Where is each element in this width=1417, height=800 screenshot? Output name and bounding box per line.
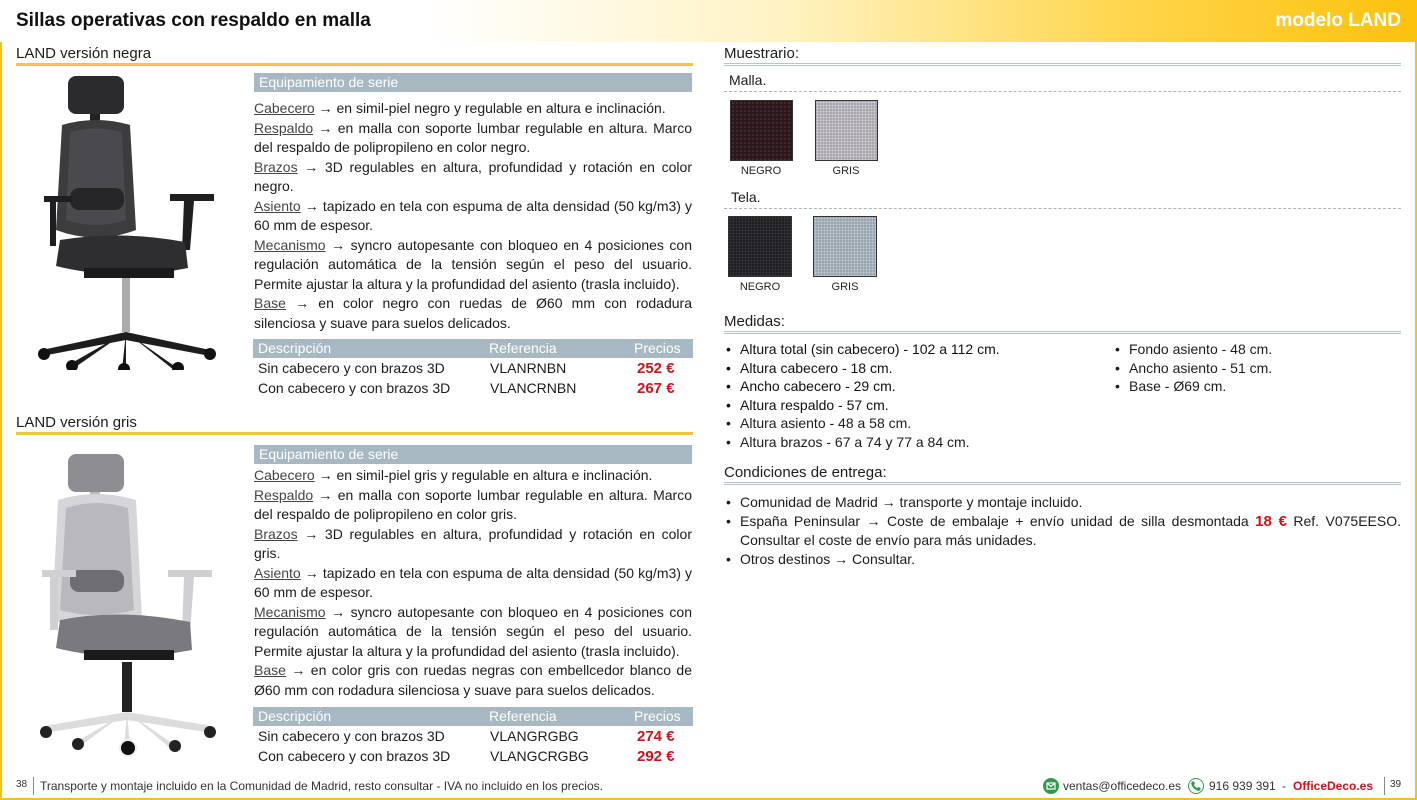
features-black [254,99,692,333]
phone-number[interactable]: 916 939 391 [1209,779,1276,793]
list-item: • Comunidad de Madrid → transporte y montaje incluido. [726,493,1401,512]
footer-divider [33,777,34,795]
model-name: modelo LAND [1275,10,1401,31]
list-item: • Altura cabecero - 18 cm. [726,359,1106,378]
swatch-label: NEGRO [739,281,781,293]
feature-item: Respaldo → en malla con soporte lumbar regulable en altura. Marco del respaldo de polipropileno en color negro. [254,119,692,155]
list-item: • Base - Ø69 cm. [1115,377,1395,396]
equipment-bar: Equipamiento de serie [254,445,692,464]
condiciones-title: Condiciones de entrega: [724,464,887,481]
malla-title: Malla. [729,72,767,88]
list-item: • Fondo asiento - 48 cm. [1115,340,1395,359]
swatch-label: GRIS [832,165,860,177]
features-gray [254,466,692,700]
table-row: Sin cabecero y con brazos 3D VLANGRGBG 274 € [258,728,675,745]
section-divider [724,63,1401,66]
swatch-malla-gris [815,100,878,161]
phone-icon [1188,778,1204,794]
list-item: • Otros destinos → Consultar. [726,550,1401,569]
list-item: • Altura brazos - 67 a 74 y 77 a 84 cm. [726,433,1106,452]
section-divider [16,63,693,66]
table-row: Con cabecero y con brazos 3D VLANCRNBN 267 € [258,380,675,397]
shipping-price: 18 € [1255,513,1287,530]
price-value: 267 € [637,380,675,397]
feature-item: Cabecero → en simil-piel gris y regulable en altura e inclinación. [254,467,653,483]
tela-title: Tela. [731,189,761,205]
feature-item: Brazos → 3D regulables en altura, profundidad y rotación en color gris. [254,525,692,561]
list-item: • Altura total (sin cabecero) - 102 a 112 cm. [726,340,1106,359]
list-item: • España Peninsular → Coste de embalaje + envío unidad de silla desmontada 18 € Ref. V075EESO. Consultar el coste de envío para más unidades. [726,512,1401,550]
list-item: • Altura respaldo - 57 cm. [726,396,1106,415]
list-item: • Ancho asiento - 51 cm. [1115,359,1395,378]
list-item: • Altura asiento - 48 a 58 cm. [726,414,1106,433]
chair-gray-image [30,450,230,760]
email-icon [1043,778,1059,794]
page-footer [0,774,1417,798]
feature-item: Mecanismo → syncro autopesante con bloqueo en 4 posiciones con regulación automática de la tensión según el peso del usuario. Permite ajustar la altura y la profundidad del asiento (trasla incluido). [254,236,692,292]
page-title: Sillas operativas con respaldo en malla [16,10,371,31]
feature-item: Mecanismo → syncro autopesante con bloqueo en 4 posiciones con regulación automática de la tensión según el peso del usuario. Permite ajustar la altura y la profundidad del asiento (trasla incluido). [254,603,692,659]
col-reference: Referencia [489,708,557,724]
page-header [0,0,1417,42]
col-description: Descripción [258,340,332,356]
footer-divider [1384,777,1385,795]
page-number-right: 39 [1390,779,1402,790]
product-title-black: LAND versión negra [16,45,152,62]
feature-item: Asiento → tapizado en tela con espuma de alta densidad (50 kg/m3) y 60 mm de espesor. [254,564,692,600]
list-item: • Ancho cabecero - 29 cm. [726,377,1106,396]
feature-item: Base → en color negro con ruedas de Ø60 mm con rodadura silenciosa y suave para suelos delicados. [254,295,692,331]
feature-item: Cabecero → en simil-piel negro y regulable en altura e inclinación. [254,100,666,116]
feature-item: Base → en color gris con ruedas negras con embellcedor blanco de Ø60 mm con rodadura silenciosa y suave para suelos delicados. [254,662,692,698]
brand-link[interactable]: OfficeDeco.es [1293,779,1374,793]
muestrario-title: Muestrario: [724,45,800,62]
price-value: 274 € [637,728,675,745]
feature-item: Asiento → tapizado en tela con espuma de alta densidad (50 kg/m3) y 60 mm de espesor. [254,197,692,233]
price-table-header [253,707,693,726]
col-price: Precios [634,708,681,724]
page-number-left: 38 [16,779,28,790]
swatch-tela-gris [813,216,877,277]
section-divider [16,432,693,435]
medidas-list-left [726,340,1106,451]
dashed-divider [724,208,1401,209]
swatch-label: GRIS [831,281,859,293]
dashed-divider [724,91,1401,92]
price-table-header [253,339,693,358]
swatch-tela-negro [728,216,792,277]
footer-note: Transporte y montaje incluido en la Comunidad de Madrid, resto consultar - IVA no incluido en los precios. [40,779,603,793]
col-reference: Referencia [489,340,557,356]
product-title-gray: LAND versión gris [16,414,137,431]
equipment-bar: Equipamiento de serie [254,73,692,92]
swatch-label: NEGRO [740,165,782,177]
chair-black-image [30,70,230,370]
price-value: 292 € [637,748,675,765]
col-description: Descripción [258,708,332,724]
feature-item: Brazos → 3D regulables en altura, profundidad y rotación en color negro. [254,158,692,194]
table-row: Sin cabecero y con brazos 3D VLANRNBN 252 € [258,360,675,377]
condiciones-list [726,493,1401,569]
section-divider [724,482,1401,485]
price-value: 252 € [637,360,675,377]
medidas-title: Medidas: [724,313,785,330]
swatch-malla-negro [730,100,793,161]
col-price: Precios [634,340,681,356]
footer-separator: - [1282,779,1286,793]
table-row: Con cabecero y con brazos 3D VLANGCRGBG 292 € [258,748,675,765]
feature-item: Respaldo → en malla con soporte lumbar regulable en altura. Marco del respaldo de polipropileno en color gris. [254,486,692,522]
medidas-list-right [1115,340,1395,396]
section-divider [724,331,1401,334]
email-link[interactable]: ventas@officedeco.es [1063,779,1182,793]
